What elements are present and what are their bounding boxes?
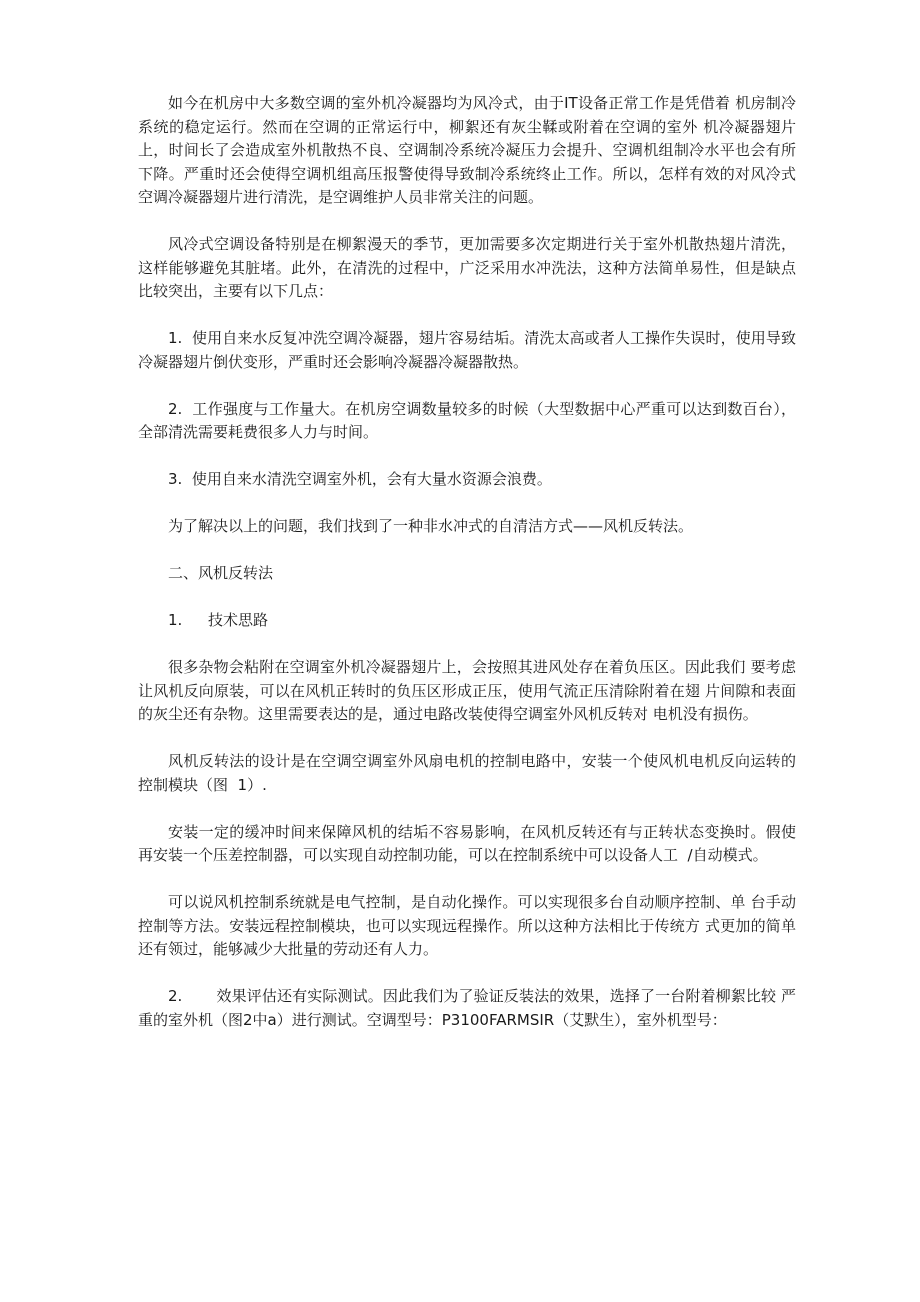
list-item-3: 3. 使用自来水清洗空调室外机，会有大量水资源会浪费。 <box>168 470 552 488</box>
cleaning-paragraph: 风冷式空调设备特别是在柳絮漫天的季节，更加需要多次定期进行关于室外机散热翅片清洗，这样能够避免其脏堵。此外，在清洗的过程中，广泛采用水冲洗法，这种方法简单易性，但是缺点比较突出，主要有以下几点： <box>138 235 796 300</box>
intro-paragraph: 如今在机房中大多数空调的室外机冷凝器均为风冷式，由于IT设备正常工作是凭借着 机房制冷系统的稳定运行。然而在空调的正常运行中，柳絮还有灰尘鞣或附着在空调的室外 机冷凝器翅片上，时间长了会造成室外机散热不良、空调制冷系统冷凝压力会提升、空调机组制冷水平也会有所下降。严重时还会使得空调机组高压报警使得导致制冷系统终止工作。所以，怎样有效的对风冷式空调冷凝器翅片进行清洗，是空调维护人员非常关注的问题。 <box>138 94 796 206</box>
list-item-2: 2. 工作强度与工作量大。在机房空调数量较多的时候（大型数据中心严重可以达到数百台），全部清洗需要耗费很多人力与时间。 <box>138 399 796 441</box>
control-paragraph: 可以说风机控制系统就是电气控制，是自动化操作。可以实现很多台自动顺序控制、单 台手动控制等方法。安装远程控制模块，也可以实现远程操作。所以这种方法相比于传统方 式更加的简单还有领过，能够减少大批量的劳动还有人力。 <box>138 893 796 958</box>
subheading <box>138 609 796 633</box>
technique-paragraph: 很多杂物会粘附在空调室外机冷凝器翅片上，会按照其进风处存在着负压区。因此我们 要考虑让风机反向原装，可以在风机正转时的负压区形成正压，使用气流正压清除附着在翅 片间隙和表面的灰尘还有杂物。这里需要表达的是，通过电路改装使得空调室外风机反转对 电机没有损伤。 <box>138 658 796 723</box>
buffer-paragraph: 安装一定的缓冲时间来保障风机的结垢不容易影响，在风机反转还有与正转状态变换时。假使再安装一个压差控制器，可以实现自动控制功能，可以在控制系统中可以设备人工 /自动模式。 <box>138 822 796 864</box>
subheading-number: 1. <box>168 611 183 629</box>
design-paragraph: 风机反转法的设计是在空调空调室外风扇电机的控制电路中，安装一个使风机电机反向运转的控制模块（图 1）. <box>138 752 796 794</box>
section-heading: 二、风机反转法 <box>168 564 274 582</box>
subheading-text: 技术思路 <box>208 611 269 629</box>
evaluation-paragraph: 2. 效果评估还有实际测试。因此我们为了验证反装法的效果，选择了一台附着柳絮比较 严重的室外机（图2中a）进行测试。空调型号：P3100FARMSIR（艾默生），室外机型号： <box>138 987 796 1029</box>
solution-paragraph: 为了解决以上的问题，我们找到了一种非水冲式的自清洁方式——风机反转法。 <box>168 517 694 535</box>
list-item-1: 1. 使用自来水反复冲洗空调冷凝器，翅片容易结垢。清洗太高或者人工操作失误时，使用导致冷凝器翅片倒伏变形，严重时还会影响冷凝器冷凝器散热。 <box>138 329 796 371</box>
